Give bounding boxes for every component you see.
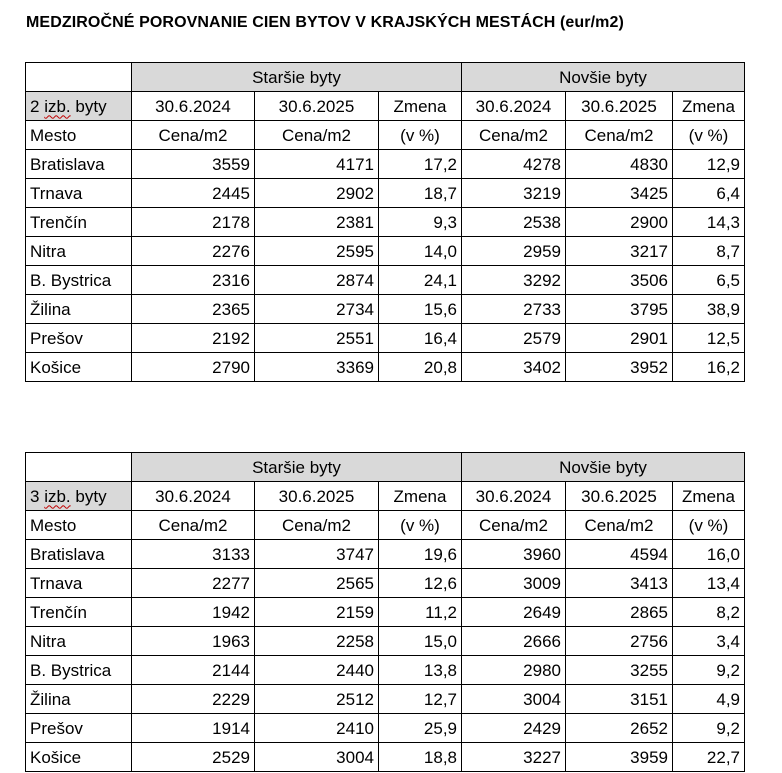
newer-change-cell: 9,2	[673, 714, 745, 743]
city-cell: Nitra	[26, 627, 132, 656]
older-price-2025-cell: 2874	[255, 266, 379, 295]
newer-price-2025-cell: 2865	[566, 598, 673, 627]
header-date-2024-newer: 30.6.2024	[462, 482, 566, 511]
header-city: Mesto	[26, 121, 132, 150]
room-count-label	[26, 92, 132, 121]
room-count-label	[26, 482, 132, 511]
newer-price-2024-cell: 2666	[462, 627, 566, 656]
newer-change-cell: 3,4	[673, 627, 745, 656]
older-price-2025-cell: 4171	[255, 150, 379, 179]
header-price-2024-older: Cena/m2	[132, 511, 255, 540]
newer-price-2025-cell: 2756	[566, 627, 673, 656]
older-price-2025-cell: 2159	[255, 598, 379, 627]
newer-price-2024-cell: 3227	[462, 743, 566, 772]
newer-price-2024-cell: 2538	[462, 208, 566, 237]
header-city: Mesto	[26, 511, 132, 540]
header-date-2024-newer: 30.6.2024	[462, 92, 566, 121]
header-change-older: Zmena	[379, 92, 462, 121]
older-price-2024-cell: 2790	[132, 353, 255, 382]
older-change-cell: 15,6	[379, 295, 462, 324]
older-price-2024-cell: 2445	[132, 179, 255, 208]
older-price-2024-cell: 1914	[132, 714, 255, 743]
older-price-2025-cell: 2595	[255, 237, 379, 266]
header-change-newer: Zmena	[673, 92, 745, 121]
header-change-older: Zmena	[379, 482, 462, 511]
document-title: MEDZIROČNÉ POROVNANIE CIEN BYTOV V KRAJSKÝCH MESTÁCH (eur/m2)	[26, 14, 624, 31]
newer-change-cell: 6,5	[673, 266, 745, 295]
newer-change-cell: 4,9	[673, 685, 745, 714]
header-date-2025-older: 30.6.2025	[255, 482, 379, 511]
header-date-2025-newer: 30.6.2025	[566, 92, 673, 121]
table-row	[26, 569, 745, 598]
city-cell: Košice	[26, 743, 132, 772]
newer-price-2024-cell: 3009	[462, 569, 566, 598]
corner-cell	[26, 63, 132, 92]
newer-change-cell: 16,0	[673, 540, 745, 569]
table-row	[26, 540, 745, 569]
older-change-cell: 12,6	[379, 569, 462, 598]
group-header-row	[26, 63, 745, 92]
city-cell: Trnava	[26, 569, 132, 598]
newer-price-2024-cell: 3960	[462, 540, 566, 569]
newer-price-2024-cell: 4278	[462, 150, 566, 179]
older-price-2025-cell: 2381	[255, 208, 379, 237]
older-change-cell: 13,8	[379, 656, 462, 685]
city-cell: Prešov	[26, 324, 132, 353]
group-header-older: Staršie byty	[132, 453, 462, 482]
older-price-2024-cell: 1942	[132, 598, 255, 627]
older-price-2025-cell: 2734	[255, 295, 379, 324]
header-percent-older: (v %)	[379, 511, 462, 540]
newer-price-2024-cell: 2980	[462, 656, 566, 685]
table-row	[26, 208, 745, 237]
header-price-2024-newer: Cena/m2	[462, 511, 566, 540]
table-row	[26, 295, 745, 324]
date-header-row	[26, 92, 745, 121]
older-change-cell: 20,8	[379, 353, 462, 382]
table-row	[26, 150, 745, 179]
older-price-2025-cell: 2258	[255, 627, 379, 656]
older-price-2024-cell: 2229	[132, 685, 255, 714]
header-date-2024-older: 30.6.2024	[132, 92, 255, 121]
newer-price-2025-cell: 3506	[566, 266, 673, 295]
group-header-newer: Novšie byty	[462, 63, 745, 92]
newer-price-2024-cell: 3292	[462, 266, 566, 295]
table-row	[26, 743, 745, 772]
city-cell: Prešov	[26, 714, 132, 743]
older-price-2024-cell: 3133	[132, 540, 255, 569]
header-percent-newer: (v %)	[673, 511, 745, 540]
header-price-2025-older: Cena/m2	[255, 511, 379, 540]
newer-change-cell: 12,9	[673, 150, 745, 179]
newer-price-2025-cell: 3217	[566, 237, 673, 266]
city-cell: B. Bystrica	[26, 656, 132, 685]
city-cell: B. Bystrica	[26, 266, 132, 295]
newer-price-2025-cell: 3952	[566, 353, 673, 382]
header-date-2024-older: 30.6.2024	[132, 482, 255, 511]
older-change-cell: 17,2	[379, 150, 462, 179]
older-change-cell: 18,7	[379, 179, 462, 208]
newer-price-2024-cell: 2579	[462, 324, 566, 353]
city-cell: Trenčín	[26, 598, 132, 627]
table-row	[26, 598, 745, 627]
table-row	[26, 266, 745, 295]
city-cell: Bratislava	[26, 540, 132, 569]
older-price-2024-cell: 2192	[132, 324, 255, 353]
newer-change-cell: 38,9	[673, 295, 745, 324]
newer-change-cell: 12,5	[673, 324, 745, 353]
older-price-2024-cell: 3559	[132, 150, 255, 179]
older-change-cell: 11,2	[379, 598, 462, 627]
city-cell: Trenčín	[26, 208, 132, 237]
price-table-2-room	[25, 62, 745, 382]
newer-price-2025-cell: 3959	[566, 743, 673, 772]
group-header-row	[26, 453, 745, 482]
header-percent-newer: (v %)	[673, 121, 745, 150]
room-count-number: 2	[30, 96, 40, 116]
newer-price-2025-cell: 2900	[566, 208, 673, 237]
room-count-abbr: izb.	[44, 96, 71, 116]
group-header-newer: Novšie byty	[462, 453, 745, 482]
room-count-number: 3	[30, 486, 40, 506]
older-price-2025-cell: 2902	[255, 179, 379, 208]
older-change-cell: 24,1	[379, 266, 462, 295]
newer-price-2025-cell: 3151	[566, 685, 673, 714]
newer-price-2024-cell: 3219	[462, 179, 566, 208]
group-header-older: Staršie byty	[132, 63, 462, 92]
older-price-2025-cell: 2565	[255, 569, 379, 598]
room-count-abbr: izb.	[44, 486, 71, 506]
newer-change-cell: 14,3	[673, 208, 745, 237]
unit-header-row	[26, 511, 745, 540]
newer-price-2025-cell: 4594	[566, 540, 673, 569]
older-price-2024-cell: 2144	[132, 656, 255, 685]
older-change-cell: 12,7	[379, 685, 462, 714]
date-header-row	[26, 482, 745, 511]
header-price-2024-older: Cena/m2	[132, 121, 255, 150]
newer-change-cell: 22,7	[673, 743, 745, 772]
older-price-2025-cell: 2512	[255, 685, 379, 714]
older-price-2025-cell: 2551	[255, 324, 379, 353]
header-percent-older: (v %)	[379, 121, 462, 150]
newer-change-cell: 8,7	[673, 237, 745, 266]
newer-price-2024-cell: 2649	[462, 598, 566, 627]
older-price-2024-cell: 2316	[132, 266, 255, 295]
unit-header-row	[26, 121, 745, 150]
newer-change-cell: 8,2	[673, 598, 745, 627]
table-row	[26, 353, 745, 382]
older-price-2024-cell: 2178	[132, 208, 255, 237]
newer-price-2024-cell: 2959	[462, 237, 566, 266]
city-cell: Žilina	[26, 295, 132, 324]
newer-price-2024-cell: 2733	[462, 295, 566, 324]
older-change-cell: 14,0	[379, 237, 462, 266]
city-cell: Košice	[26, 353, 132, 382]
header-price-2025-older: Cena/m2	[255, 121, 379, 150]
header-date-2025-older: 30.6.2025	[255, 92, 379, 121]
price-table-3-room	[25, 452, 745, 772]
newer-price-2025-cell: 3413	[566, 569, 673, 598]
city-cell: Trnava	[26, 179, 132, 208]
newer-change-cell: 9,2	[673, 656, 745, 685]
room-count-rest: byty	[75, 486, 107, 506]
newer-price-2025-cell: 3795	[566, 295, 673, 324]
newer-price-2025-cell: 2652	[566, 714, 673, 743]
older-change-cell: 25,9	[379, 714, 462, 743]
older-change-cell: 19,6	[379, 540, 462, 569]
newer-change-cell: 16,2	[673, 353, 745, 382]
table-row	[26, 324, 745, 353]
city-cell: Nitra	[26, 237, 132, 266]
older-change-cell: 9,3	[379, 208, 462, 237]
older-change-cell: 18,8	[379, 743, 462, 772]
newer-price-2024-cell: 3402	[462, 353, 566, 382]
newer-price-2025-cell: 3425	[566, 179, 673, 208]
table-row	[26, 656, 745, 685]
table-body	[26, 540, 745, 772]
older-price-2024-cell: 1963	[132, 627, 255, 656]
header-price-2024-newer: Cena/m2	[462, 121, 566, 150]
newer-price-2025-cell: 2901	[566, 324, 673, 353]
city-cell: Bratislava	[26, 150, 132, 179]
older-change-cell: 16,4	[379, 324, 462, 353]
newer-change-cell: 6,4	[673, 179, 745, 208]
header-price-2025-newer: Cena/m2	[566, 121, 673, 150]
table-body	[26, 150, 745, 382]
older-price-2025-cell: 3004	[255, 743, 379, 772]
room-count-rest: byty	[75, 96, 107, 116]
header-change-newer: Zmena	[673, 482, 745, 511]
newer-price-2025-cell: 4830	[566, 150, 673, 179]
older-price-2025-cell: 3747	[255, 540, 379, 569]
header-date-2025-newer: 30.6.2025	[566, 482, 673, 511]
city-cell: Žilina	[26, 685, 132, 714]
table-row	[26, 685, 745, 714]
table-row	[26, 237, 745, 266]
older-price-2025-cell: 2440	[255, 656, 379, 685]
older-change-cell: 15,0	[379, 627, 462, 656]
table-row	[26, 627, 745, 656]
table-row	[26, 714, 745, 743]
older-price-2024-cell: 2277	[132, 569, 255, 598]
newer-price-2024-cell: 2429	[462, 714, 566, 743]
older-price-2024-cell: 2365	[132, 295, 255, 324]
header-price-2025-newer: Cena/m2	[566, 511, 673, 540]
older-price-2025-cell: 2410	[255, 714, 379, 743]
newer-change-cell: 13,4	[673, 569, 745, 598]
older-price-2024-cell: 2529	[132, 743, 255, 772]
older-price-2025-cell: 3369	[255, 353, 379, 382]
newer-price-2025-cell: 3255	[566, 656, 673, 685]
older-price-2024-cell: 2276	[132, 237, 255, 266]
newer-price-2024-cell: 3004	[462, 685, 566, 714]
corner-cell	[26, 453, 132, 482]
table-row	[26, 179, 745, 208]
